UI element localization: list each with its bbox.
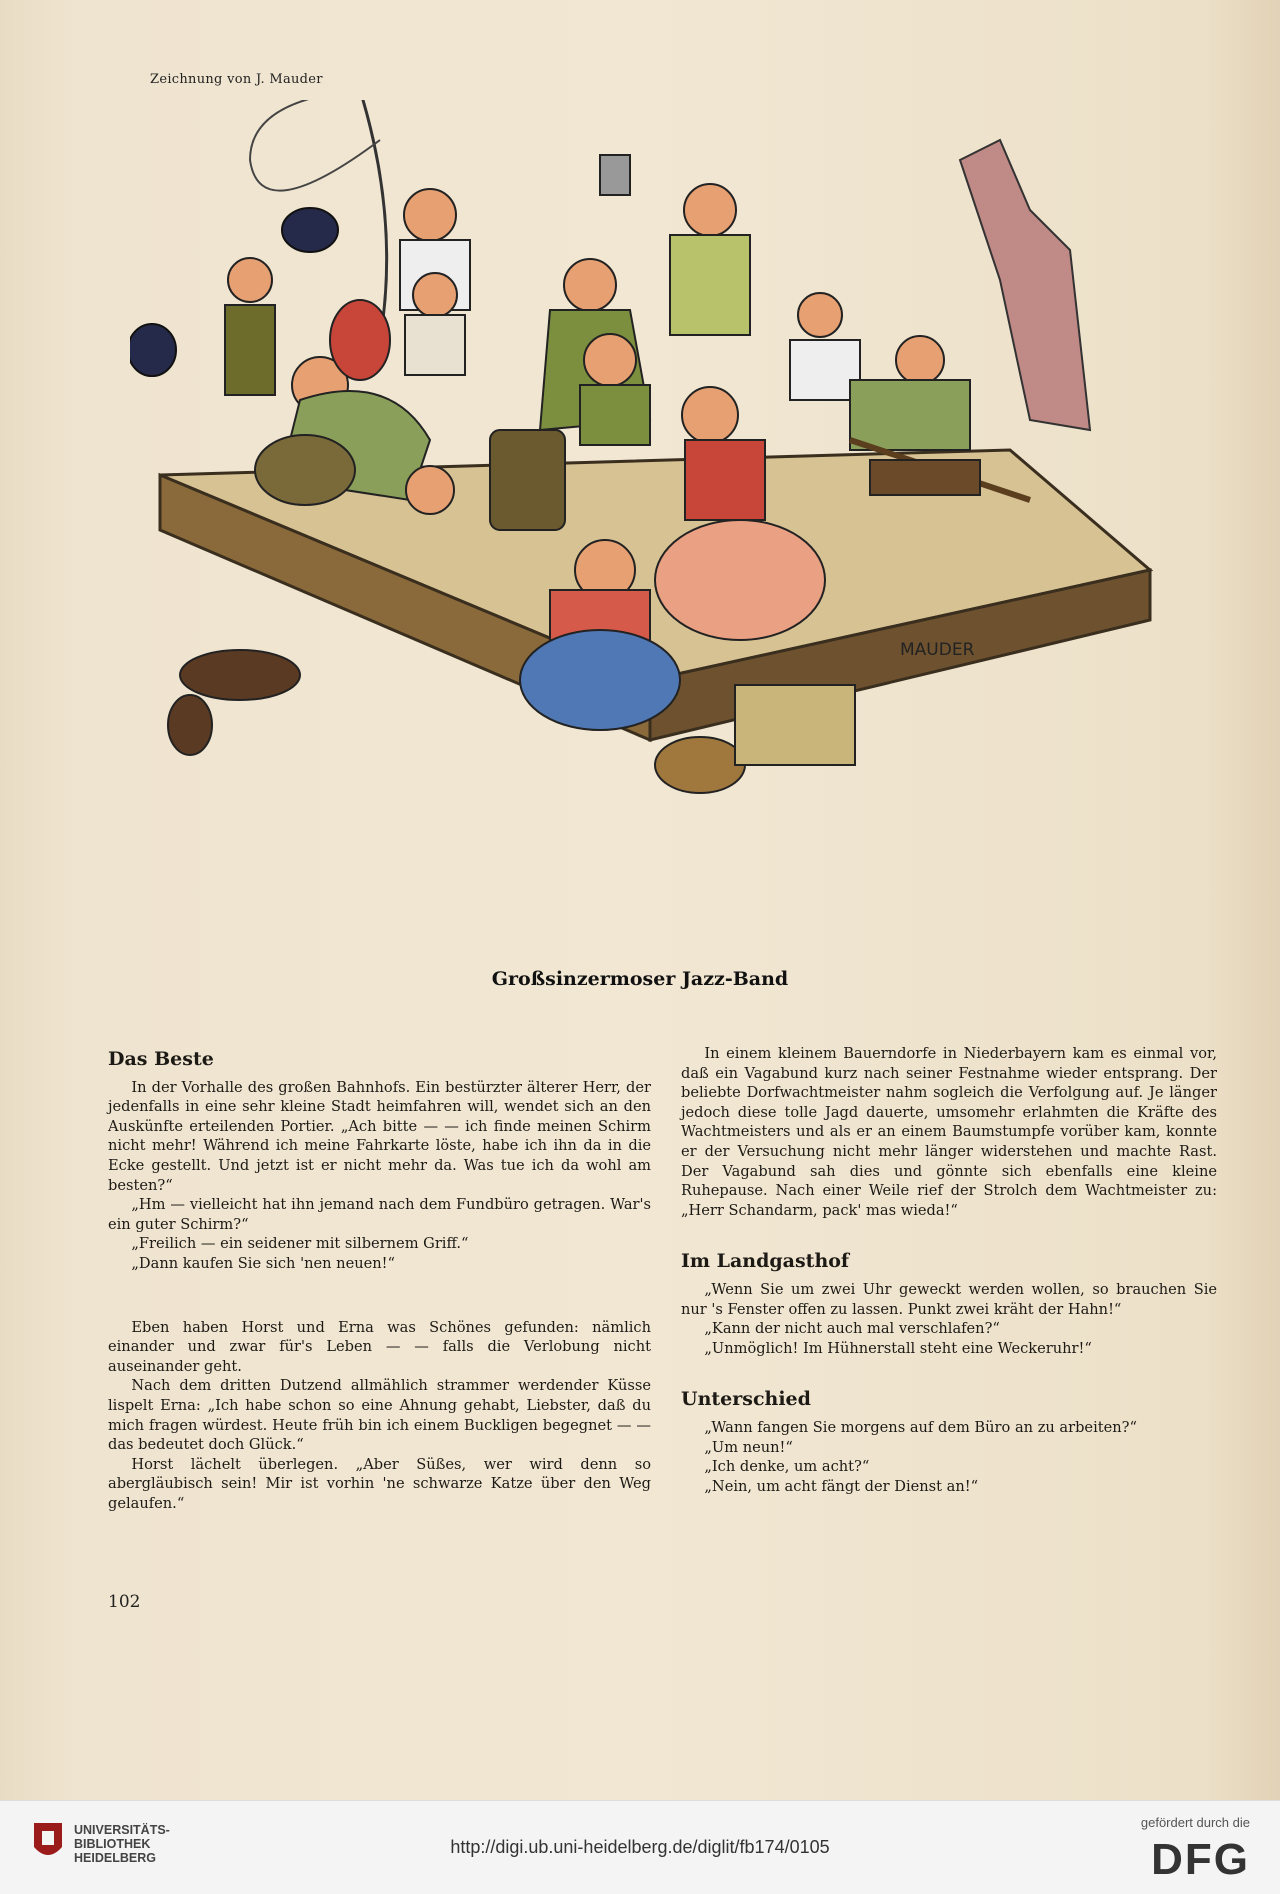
article-title-unterschied: Unterschied — [681, 1388, 811, 1411]
viewer-footer — [0, 1800, 1280, 1894]
artist-signature: MAUDER — [900, 640, 975, 660]
paragraph: „Kann der nicht auch mal verschlafen?“ — [704, 1320, 1000, 1338]
paragraph: In einem kleinem Bauerndorfe in Niederbayern kam es einmal vor, daß ein Vagabund kurz nach seiner Festnahme wieder entsprang. Der beliebte Dorfwachtmeister nahm sogleich die Verfolgung auf. Je länger jedoch diese tolle Jagd dauerte, umsomehr erlahmten die Kräfte des Wachtmeisters und als er an einem Baumstumpfe vorüber kam, konnte er der Versuchung nicht mehr länger widerstehen und machte Rast. Der Vagabund sah dies und gönnte sich ebenfalls eine kleine Ruhepause. Nach einer Weile rief der Strolch dem Wachtmeister zu: „Herr Schandarm, pack' mas wieda!“ — [681, 1045, 1217, 1219]
paragraph: Horst lächelt überlegen. „Aber Süßes, wer wird denn so abergläubisch sein! Mir ist vorhin 'ne schwarze Katze über den Weg gelaufen.“ — [108, 1455, 651, 1512]
cowbell — [130, 324, 176, 376]
dog — [180, 650, 300, 700]
dfg-logo: DFG — [1151, 1835, 1250, 1884]
university-name: UNIVERSITÄTS- BIBLIOTHEK HEIDELBERG — [74, 1823, 170, 1865]
left-column — [108, 1040, 651, 1513]
paragraph: „Wann fangen Sie morgens auf dem Büro an zu arbeiten?“ — [704, 1418, 1137, 1436]
article-title-das-beste: Das Beste — [108, 1048, 214, 1070]
paragraph: In der Vorhalle des großen Bahnhofs. Ein bestürzter älterer Herr, der jedenfalls in eine sehr kleine Stadt heimfahren will, wendet sich an den Auskünfte erteilenden Portier. „Ach bitte — — ich finde meinen Schirm nicht mehr! Während ich meine Fahrkarte löste, habe ich ihn da in die Ecke gestellt. Und jetzt ist er nicht mehr da. Was tue ich da wohl am besten?“ — [108, 1078, 651, 1194]
paragraph: „Wenn Sie um zwei Uhr geweckt werden wollen, so brauchen Sie nur 's Fenster offen zu lassen. Punkt zwei kräht der Hahn!“ — [681, 1280, 1217, 1318]
funder-label: gefördert durch die — [1140, 1815, 1250, 1830]
document-url[interactable]: http://digi.ub.uni-heidelberg.de/diglit/fb174/0105 — [450, 1837, 830, 1857]
illustration-caption: Großsinzermoser Jazz-Band — [491, 968, 789, 990]
paragraph: Nach dem dritten Dutzend allmählich strammer werdender Küsse lispelt Erna: „Ich habe schon so eine Ahnung gehabt, Liebster, daß du mich fragen würdest. Heute früh bin ich einem Buckligen begegnet — — das bedeutet doch Glück.“ — [108, 1377, 651, 1454]
paragraph: „Freilich — ein seidener mit silbernem Griff.“ — [131, 1235, 469, 1253]
cowbell — [282, 208, 338, 252]
illustration-credit: Zeichnung von J. Mauder — [150, 72, 323, 87]
jazz-band-illustration — [130, 100, 1210, 960]
paragraph: „Dann kaufen Sie sich 'nen neuen!“ — [131, 1254, 395, 1272]
paragraph: „Nein, um acht fängt der Dienst an!“ — [704, 1477, 979, 1495]
page-number: 102 — [108, 1592, 141, 1612]
goose-crate — [735, 685, 855, 765]
paragraph: „Unmöglich! Im Hühnerstall steht eine Weckeruhr!“ — [704, 1339, 1092, 1357]
paragraph: „Um neun!“ — [704, 1438, 793, 1456]
paragraph: „Hm — vielleicht hat ihn jemand nach dem Fundbüro getragen. War's ein guter Schirm?“ — [108, 1196, 651, 1233]
right-column — [681, 1040, 1217, 1496]
paragraph: Eben haben Horst und Erna was Schönes gefunden: nämlich einander und zwar für's Leben — — falls die Verlobung nicht auseinander geht. — [108, 1318, 651, 1375]
paragraph: „Ich denke, um acht?“ — [704, 1458, 870, 1476]
basket — [655, 737, 745, 793]
article-title-landgasthof: Im Landgasthof — [681, 1250, 850, 1273]
